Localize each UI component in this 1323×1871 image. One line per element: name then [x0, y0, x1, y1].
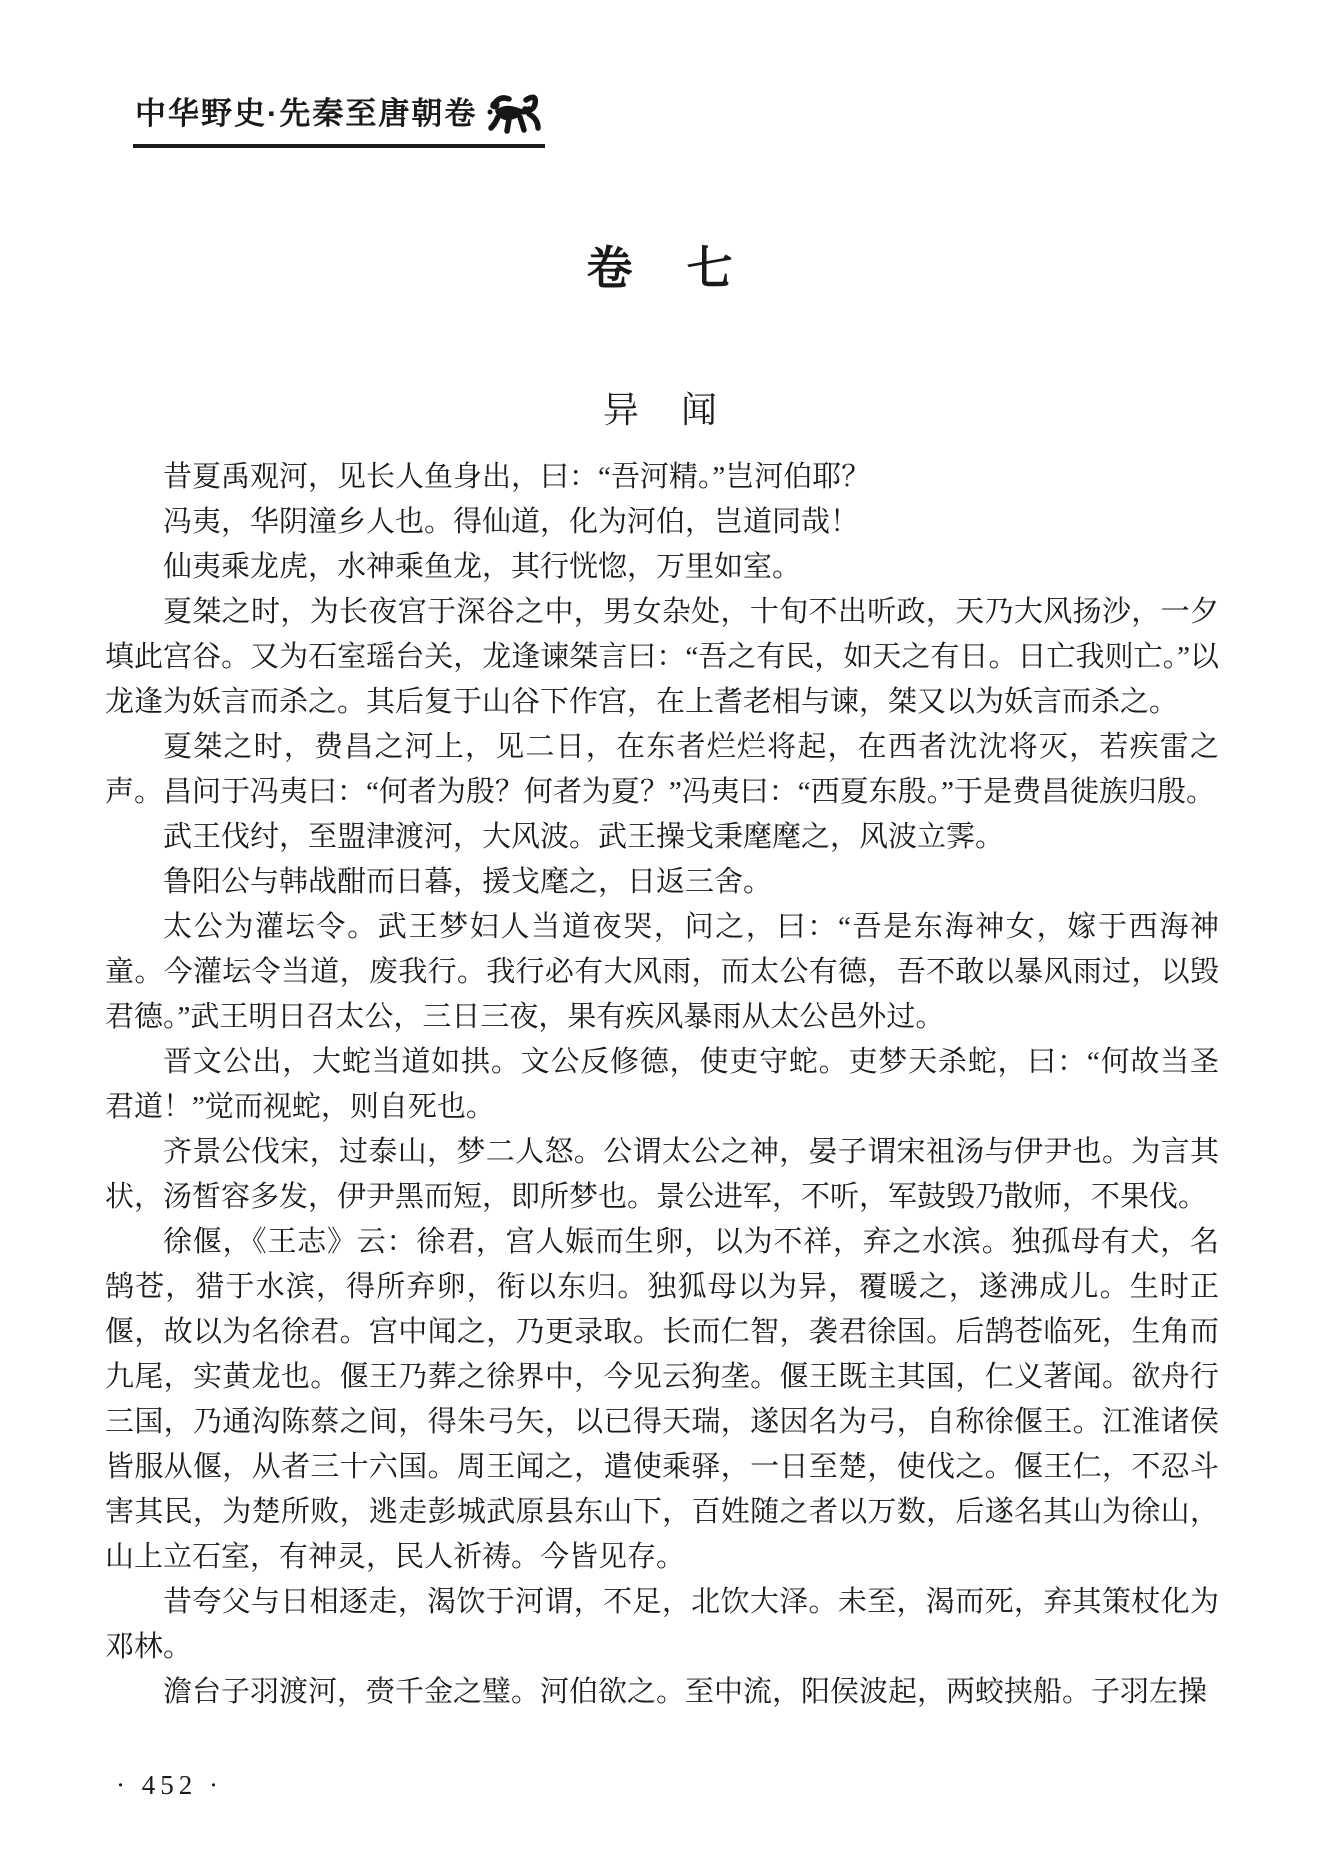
body-paragraph: 太公为灌坛令。武王梦妇人当道夜哭，问之，曰：“吾是东海神女，嫁于西海神童。今灌坛令当道，废我行。我行必有大风雨，而太公有德，吾不敢以暴风雨过，以毁君德。”武王明日召太公，三日三夜，果有疾风暴雨从太公邑外过。 — [105, 911, 1219, 1033]
dragon-emblem-icon — [483, 86, 541, 146]
body-paragraph: 昔夏禹观河，见长人鱼身出，曰：“吾河精。”岂河伯耶？ — [163, 461, 871, 493]
section-title: 异 闻 — [602, 390, 720, 430]
body-paragraph: 仙夷乘龙虎，水神乘鱼龙，其行恍惚，万里如室。 — [163, 551, 802, 583]
body-paragraph: 夏桀之时，为长夜宫于深谷之中，男女杂处，十旬不出听政，天乃大风扬沙，一夕填此宫谷。又为石室瑶台关，龙逢谏桀言曰：“吾之有民，如天之有日。日亡我则亡。”以龙逢为妖言而杀之。其后复于山谷下作宫，在上耆老相与谏，桀又以为妖言而杀之。 — [105, 596, 1219, 718]
book-title: 中华野史·先秦至唐朝卷 — [135, 96, 478, 131]
body-paragraph: 昔夸父与日相逐走，渴饮于河谓，不足，北饮大泽。未至，渴而死，弃其策杖化为邓林。 — [105, 1586, 1219, 1663]
header-rule — [133, 144, 545, 148]
body-paragraph: 澹台子羽渡河，赍千金之璧。河伯欲之。至中流，阳侯波起，两蛟挟船。子羽左操 — [163, 1676, 1208, 1708]
page-number: · 452 · — [116, 1770, 223, 1800]
body-paragraph: 夏桀之时，费昌之河上，见二日，在东者烂烂将起，在西者沈沈将灭，若疾雷之声。昌问于冯夷曰：“何者为殷？何者为夏？”冯夷曰：“西夏东殷。”于是费昌徙族归殷。 — [105, 731, 1219, 808]
body-paragraph: 晋文公出，大蛇当道如拱。文公反修德，使吏守蛇。吏梦天杀蛇，曰：“何故当圣君道！”觉而视蛇，则自死也。 — [105, 1046, 1219, 1123]
body-paragraph: 鲁阳公与韩战酣而日暮，援戈麾之，日返三舍。 — [163, 866, 773, 898]
body-paragraph: 齐景公伐宋，过泰山，梦二人怒。公谓太公之神，晏子谓宋祖汤与伊尹也。为言其状，汤皙容多发，伊尹黑而短，即所梦也。景公进军，不听，军鼓毁乃散师，不果伐。 — [105, 1136, 1219, 1213]
body-text — [105, 455, 1219, 1715]
body-paragraph: 武王伐纣，至盟津渡河，大风波。武王操戈秉麾麾之，风波立霁。 — [163, 821, 1005, 853]
volume-title: 卷 七 — [586, 242, 737, 294]
body-paragraph: 冯夷，华阴潼乡人也。得仙道，化为河伯，岂道同哉！ — [163, 506, 860, 538]
body-paragraph: 徐偃，《王志》云：徐君，宫人娠而生卵，以为不祥，弃之水滨。独孤母有犬，名鹄苍，猎于水滨，得所弃卵，衔以东归。独狐母以为异，覆暖之，遂沸成儿。生时正偃，故以为名徐君。宫中闻之，乃更录取。长而仁智，袭君徐国。后鹄苍临死，生角而九尾，实黄龙也。偃王乃葬之徐界中，今见云狗垄。偃王既主其国，仁义著闻。欲舟行三国，乃通沟陈蔡之间，得朱弓矢，以已得天瑞，遂因名为弓，自称徐偃王。江淮诸侯皆服从偃，从者三十六国。周王闻之，遣使乘驿，一日至楚，使伐之。偃王仁，不忍斗害其民，为楚所败，逃走彭城武原县东山下，百姓随之者以万数，后遂名其山为徐山，山上立石室，有神灵，民人祈祷。今皆见存。 — [105, 1226, 1219, 1573]
